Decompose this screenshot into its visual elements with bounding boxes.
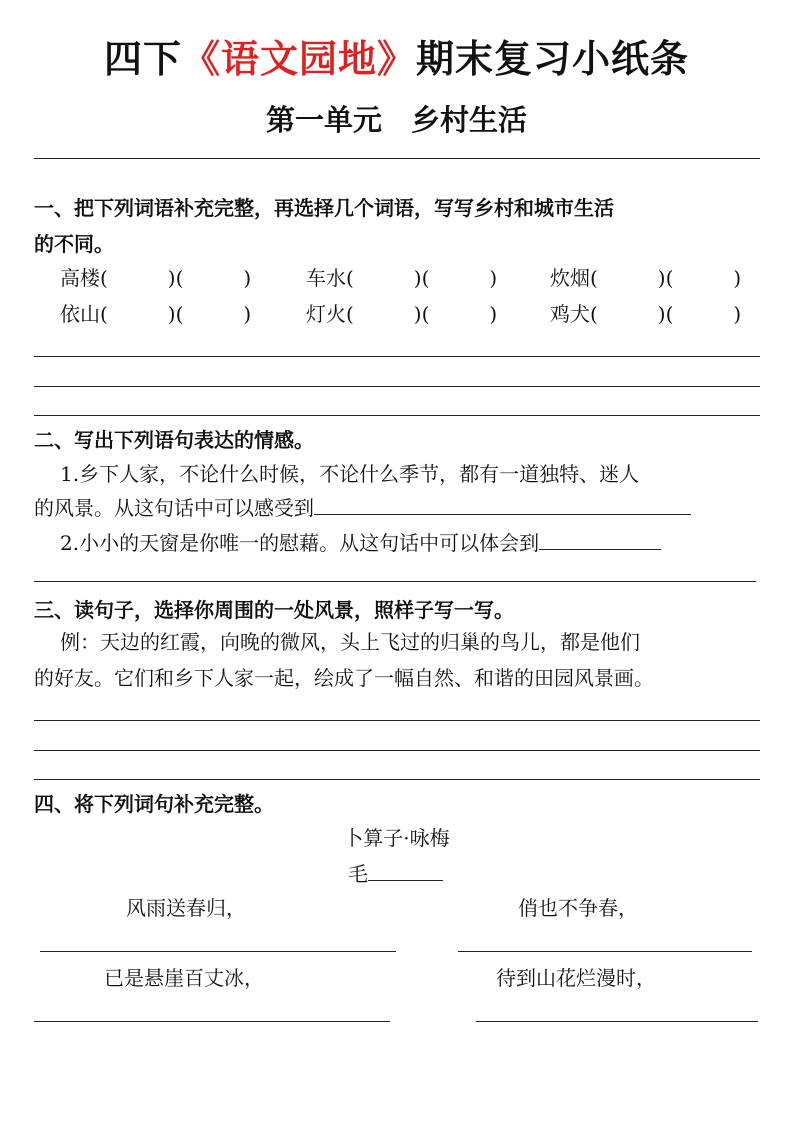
header-divider <box>34 158 760 159</box>
answer-line[interactable] <box>34 750 760 751</box>
section3-heading: 三、读句子，选择你周围的一处风景，照样子写一写。 <box>34 598 514 622</box>
section2-item2 <box>60 527 661 556</box>
item1-prompt: 的风景。从这句话中可以感受到 <box>34 496 314 520</box>
section2-heading: 二、写出下列语句表达的情感。 <box>34 428 314 452</box>
section4-heading: 四、将下列词句补充完整。 <box>34 792 274 816</box>
title-highlight: 《语文园地》 <box>181 37 416 81</box>
author-name: 毛 <box>348 862 368 886</box>
poem-author <box>348 858 443 887</box>
page-title <box>0 28 793 83</box>
answer-line[interactable] <box>476 1021 758 1022</box>
answer-line[interactable] <box>34 386 760 387</box>
unit-subtitle: 第一单元 乡村生活 <box>265 103 527 137</box>
title-prefix: 四下 <box>103 37 182 81</box>
answer-line[interactable] <box>40 951 396 952</box>
poem-line2-right: 待到山花烂漫时， <box>496 966 656 990</box>
section2-item1-line2 <box>34 492 691 521</box>
poem-line2-left: 已是悬崖百丈冰， <box>104 966 264 990</box>
answer-line[interactable] <box>34 1021 390 1022</box>
answer-blank[interactable] <box>539 531 661 550</box>
answer-blank[interactable] <box>368 862 443 881</box>
section3-example-line1: 例：天边的红霞，向晚的微风，头上飞过的归巢的鸟儿，都是他们 <box>60 630 640 654</box>
answer-line[interactable] <box>458 951 752 952</box>
poem-line1-right: 俏也不争春， <box>518 896 638 920</box>
word-item: 鸡犬( )( ) <box>550 302 742 326</box>
answer-line[interactable] <box>34 779 760 780</box>
section2-item1-line1: 1.乡下人家，不论什么时候，不论什么季节，都有一道独特、迷人 <box>60 462 640 486</box>
poem-title: 卜算子·咏梅 <box>343 826 450 850</box>
poem-line1-left: 风雨送春归， <box>126 896 246 920</box>
answer-line[interactable] <box>34 720 760 721</box>
item2-prompt: 2.小小的天窗是你唯一的慰藉。从这句话中可以体会到 <box>60 531 540 555</box>
title-suffix: 期末复习小纸条 <box>416 37 690 81</box>
answer-blank[interactable] <box>314 496 691 515</box>
word-item: 炊烟( )( ) <box>550 266 742 290</box>
word-item: 车水( )( ) <box>306 266 498 290</box>
word-item: 高楼( )( ) <box>60 266 252 290</box>
word-item: 依山( )( ) <box>60 302 252 326</box>
answer-line[interactable] <box>34 415 760 416</box>
answer-line[interactable] <box>34 356 760 357</box>
section1-heading-line2: 的不同。 <box>34 232 114 256</box>
word-item: 灯火( )( ) <box>306 302 498 326</box>
section1-heading-line1: 一、把下列词语补充完整，再选择几个词语，写写乡村和城市生活 <box>34 196 614 220</box>
answer-line[interactable] <box>34 581 756 582</box>
section3-example-line2: 的好友。它们和乡下人家一起，绘成了一幅自然、和谐的田园风景画。 <box>34 666 654 690</box>
